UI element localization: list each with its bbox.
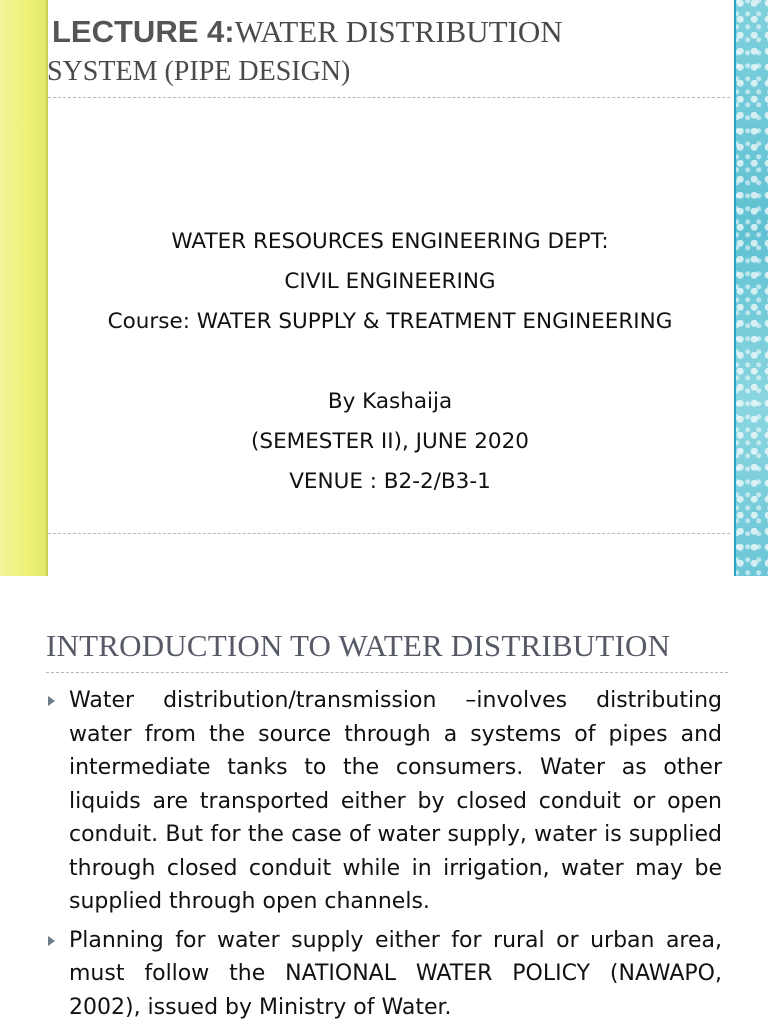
slide-2-title: INTRODUCTION TO WATER DISTRIBUTION (46, 628, 671, 663)
department-line: WATER RESOURCES ENGINEERING DEPT: (171, 229, 609, 254)
faculty-line: CIVIL ENGINEERING (284, 269, 496, 294)
right-water-texture-bar (734, 0, 768, 576)
semester-line: (SEMESTER II), JUNE 2020 (251, 429, 529, 454)
footer-divider (48, 533, 730, 534)
slide-title-line-2: SYSTEM (PIPE DESIGN) (47, 56, 351, 87)
author-line: By Kashaija (327, 389, 453, 414)
lecture-number: LECTURE 4: (52, 14, 235, 49)
department-block (46, 222, 734, 342)
slide-2-title-divider (46, 672, 728, 673)
bullet-list (46, 684, 722, 1029)
bullet-arrow-icon (48, 936, 55, 946)
bullet-text: Planning for water supply either for rural or urban area, must follow the NATIONAL WATER POLICY (NAWAPO, 2002), issued by Ministry of Water. (69, 927, 722, 1020)
course-line: Course: WATER SUPPLY & TREATMENT ENGINEERING (107, 309, 673, 334)
bullet-item (46, 684, 722, 919)
bullet-item (46, 924, 722, 1025)
venue-line: VENUE : B2-2/B3-1 (289, 469, 491, 494)
slide-title-topic: WATER DISTRIBUTION (234, 14, 563, 49)
author-block (46, 382, 734, 502)
bullet-text: Water distribution/transmission –involves distributing water from the source through a systems of pipes and intermediate tanks to the consumers. Water as other liquids are transported either by closed conduit or open conduit. But for the case of water supply, water is supplied through closed conduit while in irrigation, water may be supplied through open channels. (69, 688, 722, 914)
bullet-arrow-icon (48, 696, 55, 706)
left-decorative-bar (0, 0, 48, 576)
title-divider (48, 97, 730, 98)
slide-title-line-1 (52, 14, 563, 50)
